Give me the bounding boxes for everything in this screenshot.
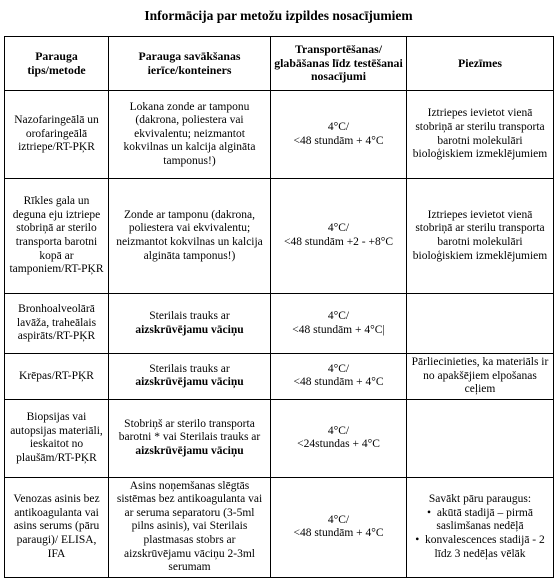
device-cell: [109, 91, 271, 179]
transport-cell: [271, 477, 407, 577]
sample-cell: Biopsijas vai autopsijas materiāli, ieskaitot no plaušām/RT-PĶR: [5, 399, 109, 477]
device-text: Zonde ar tamponu (dakrona, poliestera vai ekvivalentu; neizmantot kokvilnas un kalcija algināta tamponus!): [116, 208, 263, 262]
notes-cell: [407, 477, 554, 577]
transport-duration: <48 stundām +2 - +8°C: [283, 236, 394, 248]
device-cell: [109, 354, 271, 400]
sample-cell: Rīkles gala un deguna eju iztriepe stobriņā ar sterilo transporta barotni kopā ar tamponiem/RT-PĶR: [5, 179, 109, 294]
transport-cell: [271, 294, 407, 354]
list-item: • konvalescences stadijā - 2 līdz 3 nedēļas vēlāk: [415, 533, 545, 560]
table-row: [5, 179, 554, 294]
device-cell: [109, 294, 271, 354]
transport-temp: 4°C/: [327, 222, 350, 235]
sample-cell: Krēpas/RT-PĶR: [5, 354, 109, 400]
sample-cell: Venozas asinis bez antikoagulanta vai asins serums (pāru paraugi)/ ELISA, IFA: [5, 477, 109, 577]
device-text-bold: aizskrūvējamu vāciņu: [135, 376, 244, 389]
notes-cell: Iztriepes ievietot vienā stobriņā ar sterilu transporta barotni molekulāri bioloģiskiem izmeklējumiem: [407, 91, 554, 179]
header-row: [5, 37, 554, 91]
device-cell: [109, 477, 271, 577]
page-title: Informācija par metožu izpildes nosacījumiem: [144, 8, 413, 23]
notes-cell: [407, 294, 554, 354]
transport-duration: <48 stundām + 4°C: [293, 134, 384, 147]
transport-temp: 4°C/: [327, 309, 350, 322]
table-row: [5, 294, 554, 354]
transport-temp: 4°C/: [327, 120, 350, 133]
notes-intro: Savākt pāru paraugus:: [428, 493, 532, 506]
device-text: Asins noņemšanas slēgtās sistēmas bez antikoagulanta vai ar seruma separatoru (3-5ml pilns asinis), vai Sterilais plastmasas stobrs ar aizskrūvējamu vāciņu 2-3ml serumam: [116, 479, 263, 574]
table-row: [5, 477, 554, 577]
device-text-bold: aizskrūvējamu vāciņu: [135, 323, 244, 336]
device-text: Stobriņš ar sterilo transporta barotni * vai Sterilais trauks ar: [118, 417, 261, 444]
sample-cell: Nazofaringeālā un orofaringeālā iztriepe/RT-PĶR: [5, 91, 109, 179]
table-row: [5, 91, 554, 179]
header-transport-conditions: Transportēšanas/ glabāšanas līdz testēšanai nosacījumi: [271, 37, 407, 91]
transport-cell: [271, 91, 407, 179]
device-text: Sterilais trauks ar: [149, 362, 230, 375]
notes-cell: Pārliecinieties, ka materiāls ir no apakšējiem elpošanas ceļiem: [407, 354, 554, 400]
notes-bullet-list: [410, 507, 550, 561]
header-sample-type: Parauga tips/metode: [5, 37, 109, 91]
transport-duration: <48 stundām + 4°C: [293, 376, 384, 389]
transport-duration: <48 stundām + 4°C: [293, 527, 384, 540]
device-text: Lokana zonde ar tamponu (dakrona, poliestera vai ekvivalentu; neizmantot kokvilnas un kalcija algināta tamponus!): [123, 100, 256, 167]
bullet-text: konvalescences stadijā - 2 līdz 3 nedēļas vēlāk: [425, 533, 545, 560]
device-cell: [109, 399, 271, 477]
transport-cell: [271, 179, 407, 294]
header-notes: Piezīmes: [407, 37, 554, 91]
transport-duration: <24stundas + 4°C: [297, 438, 380, 451]
table-row: [5, 354, 554, 400]
notes-cell: Iztriepes ievietot vienā stobriņā ar sterilu transporta barotni molekulāri bioloģiskiem izmeklējumiem: [407, 179, 554, 294]
device-text: Sterilais trauks ar: [149, 309, 230, 322]
transport-cell: [271, 399, 407, 477]
table-row: [5, 399, 554, 477]
notes-cell: [407, 399, 554, 477]
header-collection-device: Parauga savākšanas ierīce/konteiners: [109, 37, 271, 91]
transport-cell: [271, 354, 407, 400]
device-cell: [109, 179, 271, 294]
transport-temp: 4°C/: [327, 362, 350, 375]
conditions-table: [4, 36, 554, 578]
bullet-text: akūtā stadijā – pirmā saslimšanas nedēļā: [436, 506, 533, 533]
transport-temp: 4°C/: [327, 513, 350, 526]
list-item: • akūtā stadijā – pirmā saslimšanas nedēļā: [427, 506, 533, 533]
transport-temp: 4°C/: [327, 424, 350, 437]
transport-duration: <48 stundām + 4°C|: [292, 323, 385, 336]
sample-cell: Bronhoalveolārā lavāža, traheālais aspirāts/RT-PĶR: [5, 294, 109, 354]
device-text-bold: aizskrūvējamu vāciņu: [135, 444, 244, 457]
